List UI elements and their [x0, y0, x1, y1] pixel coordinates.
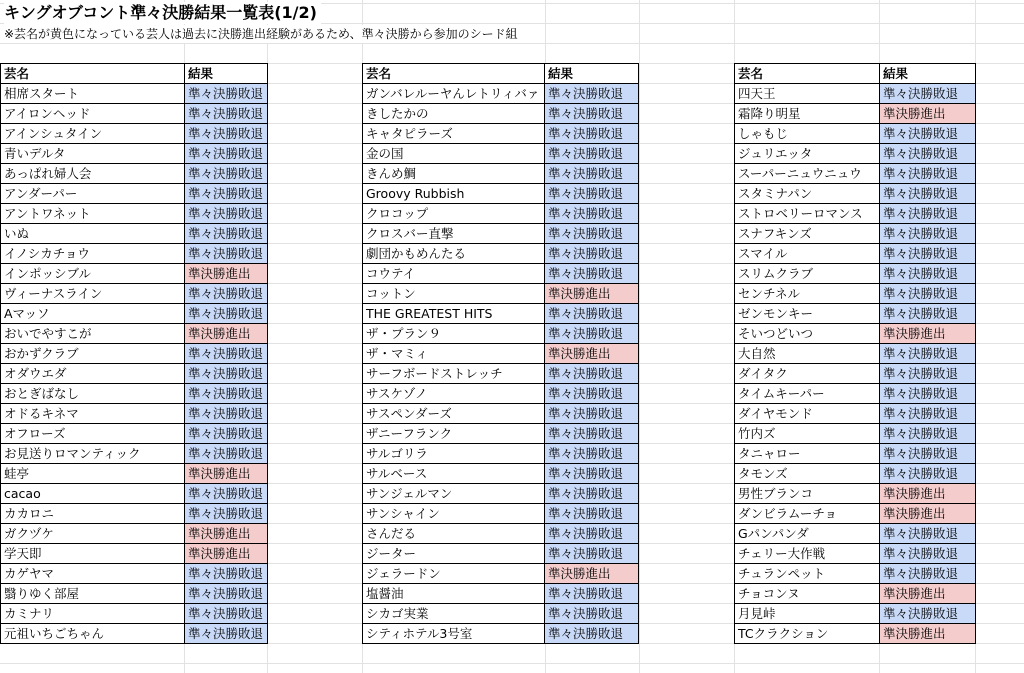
table-row: [1, 144, 268, 164]
table-row: [735, 204, 976, 224]
result-cell[interactable]: 準決勝進出: [185, 324, 268, 344]
result-cell[interactable]: 準々決勝敗退: [880, 284, 976, 304]
result-cell[interactable]: 準々決勝敗退: [185, 284, 268, 304]
name-cell[interactable]: ガクヅケ: [1, 524, 185, 544]
name-cell[interactable]: アンダーパー: [1, 184, 185, 204]
result-cell[interactable]: 準々決勝敗退: [545, 324, 639, 344]
table-row: [363, 304, 639, 324]
result-cell[interactable]: 準々決勝敗退: [545, 264, 639, 284]
result-cell[interactable]: 準々決勝敗退: [185, 564, 268, 584]
name-cell[interactable]: 金の国: [363, 144, 545, 164]
table-row: [735, 584, 976, 604]
result-cell[interactable]: 準々決勝敗退: [185, 384, 268, 404]
result-cell[interactable]: 準々決勝敗退: [545, 84, 639, 104]
result-cell[interactable]: 準々決勝敗退: [545, 404, 639, 424]
result-cell[interactable]: 準々決勝敗退: [880, 544, 976, 564]
result-cell[interactable]: 準々決勝敗退: [185, 104, 268, 124]
table-row: [363, 564, 639, 584]
sheet-note[interactable]: ※芸名が黄色になっている芸人は過去に決勝進出経験があるため、準々決勝から参加のシード組: [4, 25, 522, 43]
result-cell[interactable]: 準々決勝敗退: [185, 404, 268, 424]
table-row: [735, 364, 976, 384]
result-cell[interactable]: 準々決勝敗退: [880, 384, 976, 404]
result-cell[interactable]: 準々決勝敗退: [545, 544, 639, 564]
table-row: [735, 384, 976, 404]
result-cell[interactable]: 準々決勝敗退: [185, 344, 268, 364]
result-cell[interactable]: 準々決勝敗退: [880, 464, 976, 484]
table-row: [735, 304, 976, 324]
table-row: [735, 164, 976, 184]
result-cell[interactable]: 準々決勝敗退: [545, 124, 639, 144]
result-cell[interactable]: 準々決勝敗退: [185, 624, 268, 644]
name-cell[interactable]: サルゴリラ: [363, 444, 545, 464]
result-cell[interactable]: 準々決勝敗退: [185, 224, 268, 244]
name-cell[interactable]: 男性ブランコ: [735, 484, 880, 504]
name-cell[interactable]: チェリー大作戦: [735, 544, 880, 564]
table-row: [1, 164, 268, 184]
table-row: [1, 324, 268, 344]
table-row: [363, 344, 639, 364]
result-cell[interactable]: 準決勝進出: [185, 464, 268, 484]
name-cell[interactable]: 竹内ズ: [735, 424, 880, 444]
name-cell[interactable]: サーフボードストレッチ: [363, 364, 545, 384]
result-cell[interactable]: 準々決勝敗退: [545, 444, 639, 464]
name-cell[interactable]: お見送りロマンティック: [1, 444, 185, 464]
table-row: [363, 144, 639, 164]
result-cell[interactable]: 準々決勝敗退: [185, 424, 268, 444]
table-row: [363, 284, 639, 304]
result-cell[interactable]: 準々決勝敗退: [545, 424, 639, 444]
result-cell[interactable]: 準々決勝敗退: [185, 244, 268, 264]
result-cell[interactable]: 準々決勝敗退: [880, 204, 976, 224]
result-cell[interactable]: 準々決勝敗退: [185, 124, 268, 144]
result-cell[interactable]: 準々決勝敗退: [545, 604, 639, 624]
results-table-1: [0, 63, 268, 644]
table-row: [363, 624, 639, 644]
name-cell[interactable]: きしたかの: [363, 104, 545, 124]
header-row: [363, 64, 639, 84]
name-cell[interactable]: インポッシブル: [1, 264, 185, 284]
table-row: [735, 184, 976, 204]
table-row: [363, 124, 639, 144]
result-cell[interactable]: 準決勝進出: [880, 624, 976, 644]
table-row: [1, 364, 268, 384]
table-row: [363, 84, 639, 104]
result-cell[interactable]: 準々決勝敗退: [185, 604, 268, 624]
result-cell[interactable]: 準々決勝敗退: [185, 504, 268, 524]
name-cell[interactable]: シティホテル3号室: [363, 624, 545, 644]
name-cell[interactable]: スタミナパン: [735, 184, 880, 204]
result-cell[interactable]: 準決勝進出: [880, 584, 976, 604]
table-row: [735, 524, 976, 544]
table-row: [363, 264, 639, 284]
name-cell[interactable]: キャタピラーズ: [363, 124, 545, 144]
table-row: [735, 244, 976, 264]
header-row: [1, 64, 268, 84]
result-cell[interactable]: 準々決勝敗退: [185, 84, 268, 104]
sheet-title[interactable]: キングオブコント準々決勝結果一覧表(1/2): [4, 2, 321, 24]
result-cell[interactable]: 準々決勝敗退: [545, 364, 639, 384]
table-row: [735, 84, 976, 104]
name-cell[interactable]: オダウエダ: [1, 364, 185, 384]
results-table-2: [362, 63, 639, 644]
result-cell[interactable]: 準々決勝敗退: [545, 224, 639, 244]
table-row: [363, 104, 639, 124]
table-row: [1, 604, 268, 624]
table-row: [1, 504, 268, 524]
name-cell[interactable]: ザニーフランク: [363, 424, 545, 444]
result-cell[interactable]: 準決勝進出: [880, 484, 976, 504]
table-row: [1, 184, 268, 204]
name-cell[interactable]: きんめ鯛: [363, 164, 545, 184]
table-row: [735, 484, 976, 504]
name-cell[interactable]: クロスバー直撃: [363, 224, 545, 244]
result-cell[interactable]: 準々決勝敗退: [545, 624, 639, 644]
header-name-cell[interactable]: 芸名: [363, 64, 545, 84]
result-cell[interactable]: 準々決勝敗退: [545, 464, 639, 484]
table-row: [735, 124, 976, 144]
result-cell[interactable]: 準決勝進出: [185, 544, 268, 564]
table-row: [1, 204, 268, 224]
result-cell[interactable]: 準々決勝敗退: [545, 144, 639, 164]
table-row: [735, 264, 976, 284]
name-cell[interactable]: ジュリエッタ: [735, 144, 880, 164]
table-row: [363, 464, 639, 484]
result-cell[interactable]: 準決勝進出: [880, 504, 976, 524]
name-cell[interactable]: イノシカチョウ: [1, 244, 185, 264]
result-cell[interactable]: 準決勝進出: [545, 284, 639, 304]
name-cell[interactable]: カミナリ: [1, 604, 185, 624]
result-cell[interactable]: 準々決勝敗退: [545, 304, 639, 324]
table-row: [1, 624, 268, 644]
name-cell[interactable]: ジーター: [363, 544, 545, 564]
table-row: [735, 324, 976, 344]
table-row: [1, 264, 268, 284]
result-cell[interactable]: 準々決勝敗退: [545, 184, 639, 204]
result-cell[interactable]: 準々決勝敗退: [880, 444, 976, 464]
name-cell[interactable]: おいでやすこが: [1, 324, 185, 344]
name-cell[interactable]: チョコンヌ: [735, 584, 880, 604]
result-cell[interactable]: 準々決勝敗退: [545, 164, 639, 184]
result-cell[interactable]: 準々決勝敗退: [545, 584, 639, 604]
name-cell[interactable]: クロコップ: [363, 204, 545, 224]
table-row: [1, 84, 268, 104]
name-cell[interactable]: ガンバレルーヤんレトリィバァ: [363, 84, 545, 104]
name-cell[interactable]: シカゴ実業: [363, 604, 545, 624]
table-row: [363, 504, 639, 524]
name-cell[interactable]: サンシャイン: [363, 504, 545, 524]
result-cell[interactable]: 準々決勝敗退: [185, 584, 268, 604]
table-row: [735, 444, 976, 464]
name-cell[interactable]: Groovy Rubbish: [363, 184, 545, 204]
table-row: [1, 584, 268, 604]
result-cell[interactable]: 準々決勝敗退: [185, 364, 268, 384]
table-row: [1, 244, 268, 264]
table-row: [735, 144, 976, 164]
table-row: [1, 224, 268, 244]
result-cell[interactable]: 準々決勝敗退: [185, 144, 268, 164]
result-cell[interactable]: 準々決勝敗退: [880, 424, 976, 444]
table-row: [363, 224, 639, 244]
table-row: [735, 464, 976, 484]
table-row: [363, 204, 639, 224]
table-row: [735, 564, 976, 584]
table-row: [1, 484, 268, 504]
result-cell[interactable]: 準々決勝敗退: [880, 524, 976, 544]
name-cell[interactable]: ザ・マミィ: [363, 344, 545, 364]
table-row: [735, 284, 976, 304]
name-cell[interactable]: あっぱれ婦人会: [1, 164, 185, 184]
name-cell[interactable]: スーパーニュウニュウ: [735, 164, 880, 184]
result-cell[interactable]: 準々決勝敗退: [185, 164, 268, 184]
name-cell[interactable]: 青いデルタ: [1, 144, 185, 164]
name-cell[interactable]: 相席スタート: [1, 84, 185, 104]
name-cell[interactable]: サルベース: [363, 464, 545, 484]
name-cell[interactable]: 学天即: [1, 544, 185, 564]
table-row: [735, 504, 976, 524]
table-row: [1, 404, 268, 424]
header-result-cell[interactable]: 結果: [185, 64, 268, 84]
table-row: [363, 184, 639, 204]
table-row: [363, 444, 639, 464]
name-cell[interactable]: スナフキンズ: [735, 224, 880, 244]
name-cell[interactable]: 蛙亭: [1, 464, 185, 484]
name-cell[interactable]: ダイヤモンド: [735, 404, 880, 424]
name-cell[interactable]: アントワネット: [1, 204, 185, 224]
name-cell[interactable]: カゲヤマ: [1, 564, 185, 584]
name-cell[interactable]: ザ・プラン９: [363, 324, 545, 344]
result-cell[interactable]: 準々決勝敗退: [880, 344, 976, 364]
table-row: [1, 124, 268, 144]
result-cell[interactable]: 準々決勝敗退: [880, 184, 976, 204]
name-cell[interactable]: サスケゾノ: [363, 384, 545, 404]
header-result-cell[interactable]: 結果: [880, 64, 976, 84]
result-cell[interactable]: 準々決勝敗退: [545, 484, 639, 504]
name-cell[interactable]: 大自然: [735, 344, 880, 364]
table-row: [735, 344, 976, 364]
name-cell[interactable]: さんだる: [363, 524, 545, 544]
name-cell[interactable]: センチネル: [735, 284, 880, 304]
result-cell[interactable]: 準々決勝敗退: [880, 304, 976, 324]
name-cell[interactable]: サンジェルマン: [363, 484, 545, 504]
name-cell[interactable]: いぬ: [1, 224, 185, 244]
name-cell[interactable]: タイムキーパー: [735, 384, 880, 404]
result-cell[interactable]: 準々決勝敗退: [880, 144, 976, 164]
table-row: [735, 404, 976, 424]
name-cell[interactable]: ゼンモンキー: [735, 304, 880, 324]
name-cell[interactable]: タニャロー: [735, 444, 880, 464]
table-row: [1, 284, 268, 304]
table-row: [735, 424, 976, 444]
table-row: [1, 464, 268, 484]
header-row: [735, 64, 976, 84]
name-cell[interactable]: Aマッソ: [1, 304, 185, 324]
result-cell[interactable]: 準決勝進出: [545, 564, 639, 584]
table-row: [1, 424, 268, 444]
table-row: [1, 444, 268, 464]
result-cell[interactable]: 準々決勝敗退: [185, 184, 268, 204]
result-cell[interactable]: 準決勝進出: [545, 344, 639, 364]
result-cell[interactable]: 準々決勝敗退: [880, 224, 976, 244]
result-cell[interactable]: 準々決勝敗退: [545, 104, 639, 124]
name-cell[interactable]: 四天王: [735, 84, 880, 104]
name-cell[interactable]: cacao: [1, 484, 185, 504]
result-cell[interactable]: 準々決勝敗退: [880, 124, 976, 144]
table-row: [1, 564, 268, 584]
result-cell[interactable]: 準決勝進出: [185, 264, 268, 284]
name-cell[interactable]: スリムクラブ: [735, 264, 880, 284]
table-row: [363, 244, 639, 264]
name-cell[interactable]: Gパンパンダ: [735, 524, 880, 544]
name-cell[interactable]: 霜降り明星: [735, 104, 880, 124]
name-cell[interactable]: ストロベリーロマンス: [735, 204, 880, 224]
result-cell[interactable]: 準々決勝敗退: [545, 244, 639, 264]
table-row: [363, 164, 639, 184]
name-cell[interactable]: 月見峠: [735, 604, 880, 624]
name-cell[interactable]: ダンビラムーチョ: [735, 504, 880, 524]
table-row: [363, 604, 639, 624]
result-cell[interactable]: 準々決勝敗退: [880, 604, 976, 624]
table-row: [363, 584, 639, 604]
table-row: [735, 224, 976, 244]
header-result-cell[interactable]: 結果: [545, 64, 639, 84]
name-cell[interactable]: 塩醤油: [363, 584, 545, 604]
name-cell[interactable]: オドるキネマ: [1, 404, 185, 424]
gridline: [639, 0, 640, 673]
name-cell[interactable]: カカロニ: [1, 504, 185, 524]
result-cell[interactable]: 準々決勝敗退: [545, 504, 639, 524]
name-cell[interactable]: スマイル: [735, 244, 880, 264]
table-row: [363, 404, 639, 424]
header-name-cell[interactable]: 芸名: [735, 64, 880, 84]
table-row: [1, 384, 268, 404]
table-row: [363, 524, 639, 544]
result-cell[interactable]: 準々決勝敗退: [880, 244, 976, 264]
name-cell[interactable]: 元祖いちごちゃん: [1, 624, 185, 644]
table-row: [1, 544, 268, 564]
result-cell[interactable]: 準決勝進出: [185, 524, 268, 544]
result-cell[interactable]: 準々決勝敗退: [545, 524, 639, 544]
result-cell[interactable]: 準々決勝敗退: [185, 484, 268, 504]
table-row: [363, 324, 639, 344]
table-row: [735, 624, 976, 644]
name-cell[interactable]: ヴィーナスライン: [1, 284, 185, 304]
name-cell[interactable]: おとぎばなし: [1, 384, 185, 404]
result-cell[interactable]: 準々決勝敗退: [880, 264, 976, 284]
result-cell[interactable]: 準々決勝敗退: [880, 164, 976, 184]
result-cell[interactable]: 準々決勝敗退: [545, 204, 639, 224]
name-cell[interactable]: アイロンヘッド: [1, 104, 185, 124]
result-cell[interactable]: 準々決勝敗退: [880, 364, 976, 384]
name-cell[interactable]: コットン: [363, 284, 545, 304]
result-cell[interactable]: 準決勝進出: [880, 324, 976, 344]
table-row: [363, 484, 639, 504]
table-row: [735, 104, 976, 124]
name-cell[interactable]: ダイタク: [735, 364, 880, 384]
name-cell[interactable]: 劇団かもめんたる: [363, 244, 545, 264]
table-row: [1, 104, 268, 124]
table-row: [1, 304, 268, 324]
table-row: [363, 544, 639, 564]
name-cell[interactable]: サスペンダーズ: [363, 404, 545, 424]
result-cell[interactable]: 準々決勝敗退: [880, 404, 976, 424]
result-cell[interactable]: 準決勝進出: [880, 104, 976, 124]
name-cell[interactable]: そいつどいつ: [735, 324, 880, 344]
name-cell[interactable]: アインシュタイン: [1, 124, 185, 144]
name-cell[interactable]: TCクラクション: [735, 624, 880, 644]
name-cell[interactable]: THE GREATEST HITS: [363, 304, 545, 324]
table-row: [1, 344, 268, 364]
result-cell[interactable]: 準々決勝敗退: [880, 84, 976, 104]
name-cell[interactable]: コウテイ: [363, 264, 545, 284]
table-row: [735, 544, 976, 564]
name-cell[interactable]: タモンズ: [735, 464, 880, 484]
result-cell[interactable]: 準々決勝敗退: [545, 384, 639, 404]
name-cell[interactable]: しゃもじ: [735, 124, 880, 144]
table-row: [363, 384, 639, 404]
name-cell[interactable]: オフローズ: [1, 424, 185, 444]
result-cell[interactable]: 準々決勝敗退: [880, 564, 976, 584]
result-cell[interactable]: 準々決勝敗退: [185, 304, 268, 324]
result-cell[interactable]: 準々決勝敗退: [185, 444, 268, 464]
name-cell[interactable]: チュランペット: [735, 564, 880, 584]
table-row: [363, 364, 639, 384]
name-cell[interactable]: ジェラードン: [363, 564, 545, 584]
header-name-cell[interactable]: 芸名: [1, 64, 185, 84]
result-cell[interactable]: 準々決勝敗退: [185, 204, 268, 224]
results-table-3: [734, 63, 976, 644]
name-cell[interactable]: 翳りゆく部屋: [1, 584, 185, 604]
table-row: [1, 524, 268, 544]
name-cell[interactable]: おかずクラブ: [1, 344, 185, 364]
table-row: [363, 424, 639, 444]
table-row: [735, 604, 976, 624]
